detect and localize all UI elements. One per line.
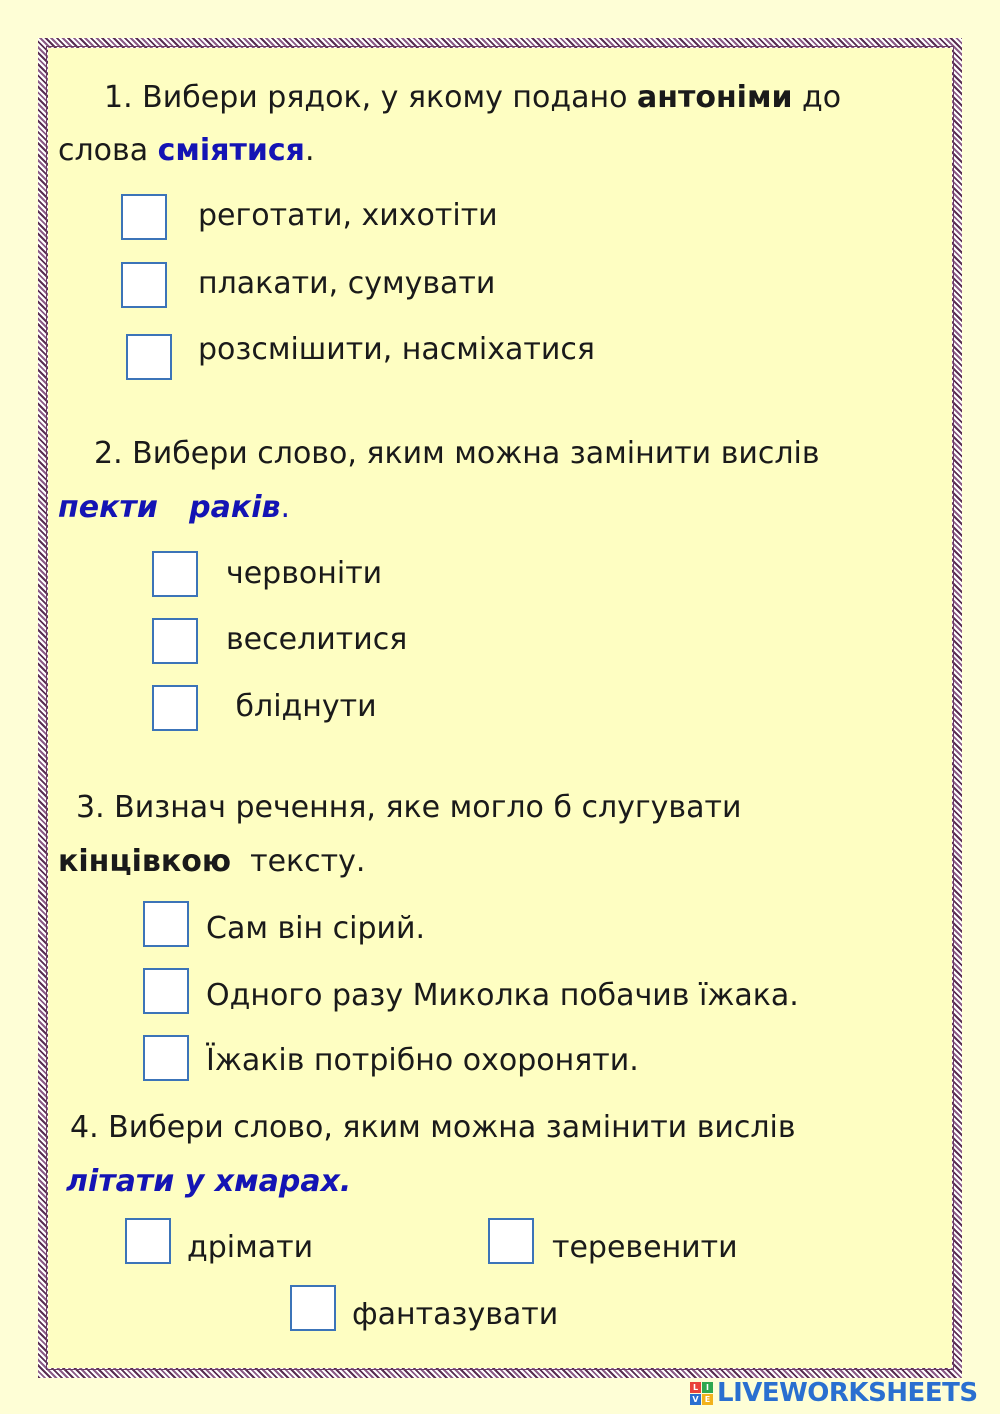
logo-tile-i: I	[702, 1382, 713, 1393]
q1-highlight-word: сміятися	[157, 133, 305, 168]
q1-option1-label: реготати, хихотіти	[198, 198, 498, 233]
q3-option3-label: Їжаків потрібно охороняти.	[206, 1043, 639, 1078]
q3-suffix: тексту.	[231, 844, 366, 879]
q1-line1	[104, 80, 841, 116]
q1-option3-checkbox[interactable]	[126, 334, 172, 380]
q4-option2-label: теревенити	[552, 1230, 738, 1265]
q3-line1: 3. Визнач речення, яке могло б слугувати	[76, 790, 742, 825]
q3-bold-word: кінцівкою	[58, 844, 232, 879]
q1-bold-word: антоніми	[636, 80, 793, 115]
q2-option1-label: червоніти	[226, 556, 383, 591]
q1-option3-label: розсмішити, насміхатися	[198, 332, 595, 367]
liveworksheets-grid-icon	[690, 1382, 713, 1405]
q2-line2	[58, 490, 290, 526]
q4-highlight-phrase: літати у хмарах.	[66, 1164, 352, 1199]
q3-option2-label: Одного разу Миколка побачив їжака.	[206, 978, 799, 1013]
q4-line2	[66, 1164, 351, 1200]
q4-option1-checkbox[interactable]	[125, 1218, 171, 1264]
q4-option3-checkbox[interactable]	[290, 1285, 336, 1331]
q1-suffix: до	[792, 80, 842, 115]
q4-line1: 4. Вибери слово, яким можна замінити вислів	[70, 1110, 796, 1145]
q4-option1-label: дрімати	[187, 1230, 314, 1265]
q3-option3-checkbox[interactable]	[143, 1035, 189, 1081]
logo-tile-e: E	[702, 1394, 713, 1405]
q1-line2-suffix: .	[304, 133, 315, 168]
q4-option2-checkbox[interactable]	[488, 1218, 534, 1264]
q2-option2-label: веселитися	[226, 622, 408, 657]
q3-option1-label: Сам він сірий.	[206, 911, 426, 946]
q3-option2-checkbox[interactable]	[143, 968, 189, 1014]
q1-option2-checkbox[interactable]	[121, 262, 167, 308]
q2-highlight-phrase: пекти раків	[58, 490, 281, 525]
liveworksheets-logo[interactable]	[690, 1378, 978, 1408]
q2-line1: 2. Вибери слово, яким можна замінити вислів	[94, 436, 820, 471]
q2-option3-checkbox[interactable]	[152, 685, 198, 731]
q1-option2-label: плакати, сумувати	[198, 266, 496, 301]
q2-period: .	[280, 490, 291, 525]
q2-option1-checkbox[interactable]	[152, 551, 198, 597]
liveworksheets-logo-text: LIVEWORKSHEETS	[717, 1378, 978, 1408]
q3-option1-checkbox[interactable]	[143, 901, 189, 947]
q1-option1-checkbox[interactable]	[121, 194, 167, 240]
q2-option2-checkbox[interactable]	[152, 618, 198, 664]
q4-option3-label: фантазувати	[352, 1297, 559, 1332]
q1-prefix: 1. Вибери рядок, у якому подано	[104, 80, 637, 115]
logo-tile-v: V	[690, 1394, 701, 1405]
q2-option3-label: бліднути	[226, 689, 377, 724]
logo-tile-l: L	[690, 1382, 701, 1393]
q1-line2-prefix: слова	[58, 133, 158, 168]
q3-line2	[58, 844, 365, 880]
q1-line2	[58, 133, 314, 169]
